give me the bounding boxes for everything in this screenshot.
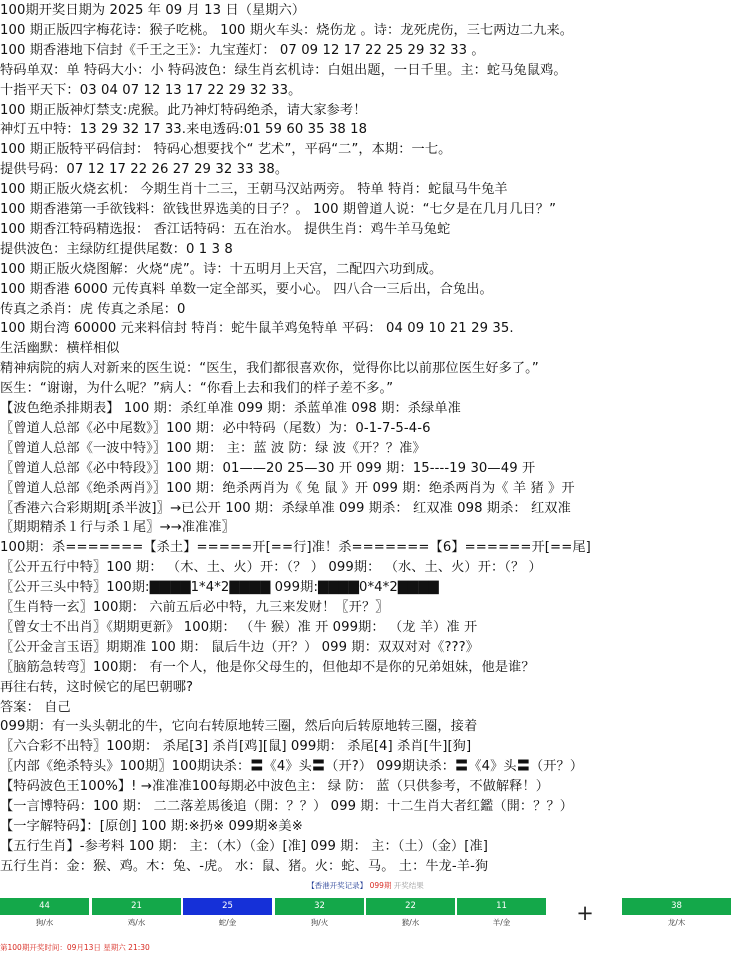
result-ball-2 bbox=[92, 898, 181, 930]
plus-icon: + bbox=[576, 901, 594, 925]
text-line: 提供号码：07 12 17 22 26 27 29 32 33 38。 bbox=[0, 162, 289, 178]
text-line: 〖公开三头中特〗100期:▇▇▇▇1*4*2▇▇▇▇ 099期:▇▇▇▇0*4*2▇▇▇▇ bbox=[0, 580, 439, 596]
ball-number: 38 bbox=[622, 898, 731, 915]
text-line: 生活幽默：横样相似 bbox=[0, 341, 120, 357]
result-ball-1 bbox=[0, 898, 89, 930]
text-line: 100 期正版四字梅花诗：猴子吃桃。 100 期火车头：烧伤龙 。诗：龙死虎伤，三七两边二九来。 bbox=[0, 22, 574, 38]
text-line: 100 期正版火烧玄机： 今期生肖十二三，王朝马汉站两旁。 特单 特肖：蛇鼠马牛兔羊 bbox=[0, 182, 508, 198]
ball-zodiac: 猴/水 bbox=[401, 918, 420, 927]
text-line: 099期：有一头头朝北的牛，它向右转原地转三圈，然后向后转原地转三圈，接着 bbox=[0, 719, 478, 735]
result-balls bbox=[0, 898, 731, 930]
text-line: 【一字解特码】：[原创] 100 期:※扔※ 099期※美※ bbox=[0, 818, 303, 834]
text-line: 〖曾道人总部《绝杀两肖》〗100 期：绝杀两肖为《 兔 鼠 》开 099 期：绝杀两肖为《 羊 猪 》开 bbox=[0, 480, 575, 496]
text-line: 十指平天下：03 04 07 12 13 17 22 29 32 33。 bbox=[0, 82, 302, 98]
ball-zodiac: 羊/金 bbox=[492, 918, 511, 927]
text-line: 答案： 自己 bbox=[0, 699, 71, 715]
result-ball-6 bbox=[457, 898, 546, 930]
text-line: 〖曾道人总部《必中尾数》〗100 期：必中特码（尾数）为：0-1-7-5-4-6 bbox=[0, 420, 431, 436]
result-title-source[interactable]: 【香港开奖记录】 bbox=[307, 881, 368, 890]
text-line: 〖生肖特一玄〗100期： 六前五后必中特，九三来发财！〖开？〗 bbox=[0, 600, 389, 615]
ball-zodiac: 狗/火 bbox=[310, 918, 329, 927]
text-line: 【波色绝杀排期表】 100 期：杀红单准 099 期：杀蓝单准 098 期：杀绿单准 bbox=[0, 401, 461, 416]
ball-number: 25 bbox=[183, 898, 272, 915]
text-line: 100 期正版火烧图解：火烧“虎”。诗：十五明月上天宫，二配四六功到成。 bbox=[0, 261, 443, 277]
text-line: 〖公开金言玉语〗期期准 100 期： 鼠后牛边（开？） 099 期：双双对对《???》 bbox=[0, 639, 480, 655]
result-title-tail: 开奖结果 bbox=[393, 881, 424, 890]
text-line: 〖香港六合彩期期[杀半波]〗→已公开 100 期：杀绿单准 099 期杀： 红双准 098 期杀： 红双准 bbox=[0, 500, 571, 516]
text-line: 〖曾女士不出肖〗《期期更新》 100期： （牛 猴）准 开 099期： （龙 羊）准 开 bbox=[0, 619, 478, 635]
ball-number: 11 bbox=[457, 898, 546, 915]
text-line: 100 期台湾 60000 元来料信封 特肖：蛇牛鼠羊鸡兔特单 平码： 04 09 10 21 29 35. bbox=[0, 321, 514, 337]
text-line: 【特码波色王100%】! →准准准100每期必中波色主： 绿 防： 蓝（只供参考，不做解释！） bbox=[0, 779, 550, 795]
text-line: 100 期正版神灯禁支:虎猴。此乃神灯特码绝杀，请大家参考！ bbox=[0, 102, 367, 118]
result-ball-special bbox=[622, 898, 731, 930]
text-line: 100期开奖日期为 2025 年 09 月 13 日（星期六） bbox=[0, 3, 306, 18]
text-line: 〖内部《绝杀特头》100期〗100期诀杀：〓《4》头〓（开?） 099期诀杀：〓《4》头〓（开？） bbox=[0, 759, 584, 775]
ball-zodiac: 狗/水 bbox=[35, 918, 54, 927]
text-line: 〖六合彩不出特〗100期： 杀尾[3] 杀肖[鸡][鼠] 099期： 杀尾[4] 杀肖[牛][狗] bbox=[0, 739, 472, 755]
ball-number: 22 bbox=[366, 898, 455, 915]
result-ball-3 bbox=[183, 898, 272, 930]
result-title-period: 099期 bbox=[369, 881, 392, 890]
result-ball-4 bbox=[275, 898, 364, 930]
text-line: 再往右转，这时候它的尾巴朝哪? bbox=[0, 679, 194, 695]
text-line: 〖曾道人总部《必中特段》〗100 期：01——20 25—30 开 099 期：15----19 30—49 开 bbox=[0, 460, 536, 476]
text-line: 特码单双：单 特码大小：小 特码波色：绿生肖玄机诗：白姐出题，一日千里。主：蛇马兔鼠鸡。 bbox=[0, 62, 567, 78]
text-line: 〖期期精杀１行与杀１尾〗→→准准准〗 bbox=[0, 520, 235, 536]
ball-zodiac: 龙/木 bbox=[667, 918, 686, 927]
text-line: 100 期香港 6000 元传真料 单数一定全部买，要小心。 四八合一三后出，合兔出。 bbox=[0, 281, 493, 297]
ball-zodiac: 蛇/金 bbox=[218, 918, 237, 927]
ball-number: 44 bbox=[0, 898, 89, 915]
text-line: 【一言博特码：100 期： 二二落差馬後追（開：？？） 099 期：十二生肖大者红鑑（開：？？） bbox=[0, 799, 574, 814]
text-line: 100 期正版特平码信封： 特码心想要找个“ 艺术”，平码“二”，本期：一七。 bbox=[0, 142, 452, 158]
text-line: 100 期香港第一手欲钱料：欲钱世界选美的日子？。 100 期曾道人说：“七夕是在几月几日？” bbox=[0, 202, 557, 217]
result-title bbox=[0, 880, 731, 891]
text-line: 精神病院的病人对新来的医生说：“医生，我们都很喜欢你，觉得你比以前那位医生好多了。” bbox=[0, 361, 539, 377]
ball-number: 21 bbox=[92, 898, 181, 915]
text-line: 【五行生肖】-参考料 100 期： 主：（木）（金）[准] 099 期： 主：（土）（金）[准] bbox=[0, 838, 489, 854]
text-line: 100 期香港地下信封《千王之王》：九宝莲灯： 07 09 12 17 22 25 29 32 33 。 bbox=[0, 42, 485, 58]
lottery-result-panel bbox=[0, 874, 731, 956]
ball-number: 32 bbox=[275, 898, 364, 915]
text-line: 100 期香江特码精选报： 香江话特码：五在治水。 提供生肖：鸡牛羊马兔蛇 bbox=[0, 221, 451, 237]
text-line: 医生：“谢谢，为什么呢？”病人：“你看上去和我们的样子差不多。” bbox=[0, 381, 394, 397]
result-ball-5 bbox=[366, 898, 455, 930]
text-line: 神灯五中特：13 29 32 17 33.来电透码:01 59 60 35 38 18 bbox=[0, 122, 368, 138]
text-line: 100期：杀=======【杀土】=====开[==行]准！杀=======【6】======开[==尾] bbox=[0, 540, 591, 556]
text-line: 五行生肖：金：猴、鸡。木：兔、-虎。 水：鼠、猪。火：蛇、马。 土：牛龙-羊-狗 bbox=[0, 858, 489, 874]
text-line: 提供波色：主绿防红提供尾数：0 1 3 8 bbox=[0, 241, 233, 257]
text-line: 〖公开五行中特〗100 期： （木、土、火）开：（？ ） 099期： （水、土、火）开：（？ ） bbox=[0, 560, 542, 576]
result-footer-time: 第100期开奖时间：09月13日 星期六 21:30 bbox=[0, 943, 150, 952]
text-line: 传真之杀肖：虎 传真之杀尾：0 bbox=[0, 301, 186, 317]
text-line: 〖脑筋急转弯〗100期： 有一个人，他是你父母生的，但他却不是你的兄弟姐妹，他是谁？ bbox=[0, 659, 535, 675]
text-line: 〖曾道人总部《一波中特》〗100 期： 主：蓝 波 防：绿 波《开？？准》 bbox=[0, 440, 426, 456]
ball-zodiac: 鸡/水 bbox=[127, 918, 146, 927]
